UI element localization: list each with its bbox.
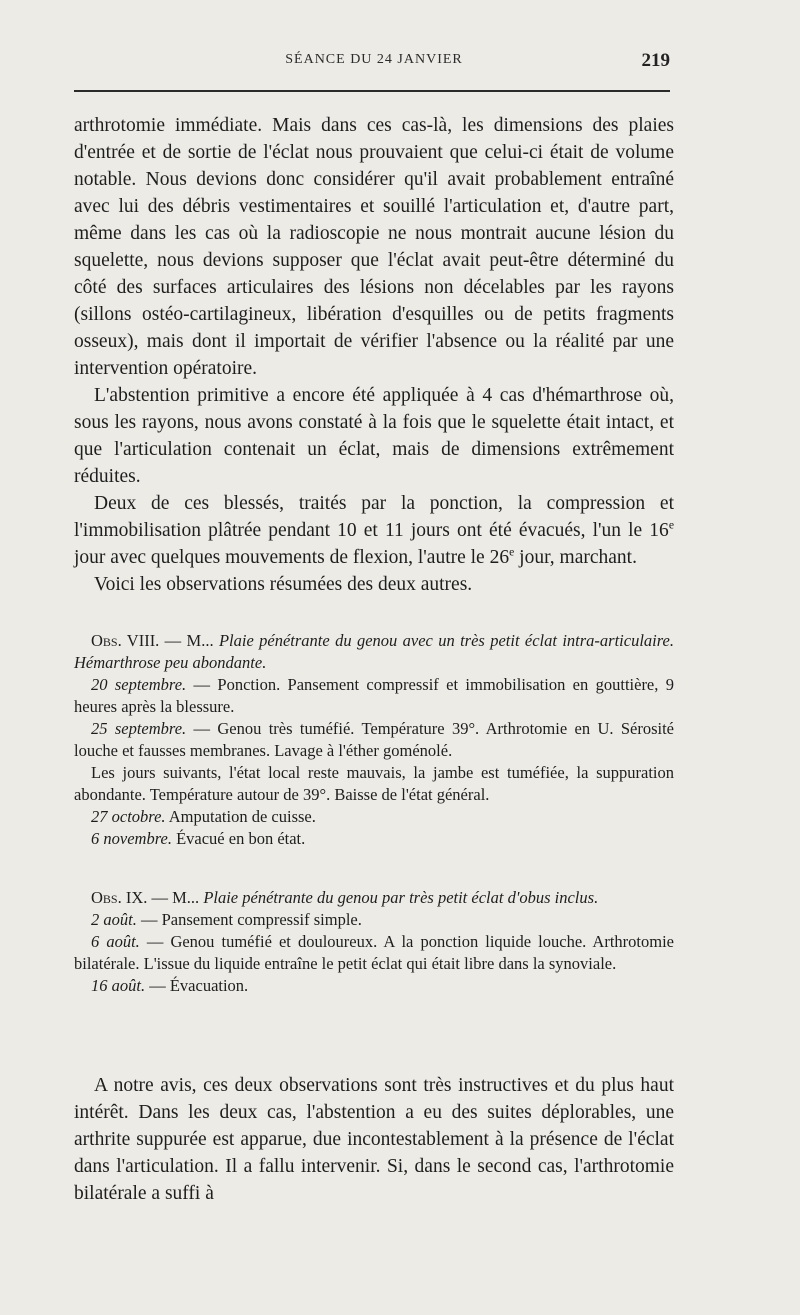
paragraph: L'abstention primitive a encore été appliquée à 4 cas d'hémarthrose où, sous les rayons, nous avons constaté à la fois que le squelette était intact, et que l'articulation contenait un éclat, mais de dimensions extrêmement réduites. <box>74 385 674 487</box>
observation-entry <box>74 931 674 975</box>
body-text <box>74 112 674 598</box>
entry-date: 25 septembre. <box>91 719 187 738</box>
header-rule <box>74 90 670 92</box>
entry-date: 16 août. <box>91 976 146 995</box>
observation-heading <box>74 630 674 674</box>
observation-label: Obs. VIII. <box>91 631 160 650</box>
observation-dash: — M... <box>147 888 204 907</box>
entry-text: — Genou très tuméfié. Température 39°. Arthrotomie en U. Sérosité louche et fausses membranes. Lavage à l'éther goménolé. <box>74 719 674 760</box>
entry-text: — Pansement compressif simple. <box>136 910 362 929</box>
observation-entry <box>74 975 674 997</box>
text-span: jour avec quelques mouvements de flexion, l'autre le 26 <box>74 547 510 568</box>
paragraph: arthrotomie immédiate. Mais dans ces cas-là, les dimensions des plaies d'entrée et de sortie de l'éclat nous prouvaient que celui-ci était de volume notable. Nous devions donc considérer qu'il avait probablement entraîné avec lui des débris vestimentaires et souillé l'articulation et, d'autre part, même dans les cas où la radioscopie ne nous montrait aucune lésion du squelette, nous devions supposer que l'éclat avait peut-être déterminé du côté des surfaces articulaires des lésions non décelables par les rayons (sillons ostéo-cartilagineux, libération d'esquilles ou de petits fragments osseux), mais dont il importait de vérifier l'absence ou la réalité par une intervention opératoire. <box>74 115 674 379</box>
entry-text: — Genou tuméfié et douloureux. A la ponction liquide louche. Arthrotomie bilatérale. L'issue du liquide entraîne le petit éclat qui était libre dans la synoviale. <box>74 932 674 973</box>
text-span: jour, marchant. <box>514 547 637 568</box>
entry-text: — Ponction. Pansement compressif et immobilisation en gouttière, 9 heures après la blessure. <box>74 675 674 716</box>
running-header <box>74 50 674 86</box>
observation-entry <box>74 909 674 931</box>
superscript: e <box>509 545 515 559</box>
text-span: Deux de ces blessés, traités par la ponction, la compression et l'immobilisation plâtrée pendant 10 et 11 jours ont été évacués, l'un le 16 <box>74 493 674 541</box>
observation-title: Plaie pénétrante du genou par très petit éclat d'obus inclus. <box>203 888 599 907</box>
entry-date: 6 août. <box>91 932 140 951</box>
observation-label: Obs. IX. <box>91 888 148 907</box>
observation-ix <box>74 887 674 997</box>
observation-heading <box>74 887 674 909</box>
page-number: 219 <box>641 50 670 71</box>
observation-entry <box>74 806 674 828</box>
entry-text: Évacué en bon état. <box>171 829 306 848</box>
observation-viii <box>74 630 674 850</box>
entry-date: 6 novembre. <box>91 829 172 848</box>
observation-title: Plaie pénétrante du genou avec un très petit éclat intra-articulaire. Hémarthrose peu abondante. <box>74 631 674 672</box>
header-title: SÉANCE DU 24 JANVIER <box>285 52 463 67</box>
paragraph <box>74 490 674 571</box>
document-page <box>74 50 674 1204</box>
closing-text <box>74 1072 674 1207</box>
entry-text: — Évacuation. <box>145 976 249 995</box>
observation-entry <box>74 718 674 762</box>
observation-dash: — M... <box>159 631 219 650</box>
entry-date: 2 août. <box>91 910 137 929</box>
entry-date: 27 octobre. <box>91 807 166 826</box>
observation-entry: Les jours suivants, l'état local reste mauvais, la jambe est tuméfiée, la suppuration abondante. Température autour de 39°. Baisse de l'état général. <box>74 763 674 804</box>
entry-date: 20 septembre. <box>91 675 187 694</box>
paragraph: A notre avis, ces deux observations sont très instructives et du plus haut intérêt. Dans les deux cas, l'abstention a eu des suites déplorables, une arthrite suppurée est apparue, due incontestablement à la présence de l'éclat dans l'articulation. Il a fallu intervenir. Si, dans le second cas, l'arthrotomie bilatérale a suffi à <box>74 1075 674 1204</box>
observation-entry <box>74 828 674 850</box>
superscript: e <box>668 518 674 532</box>
paragraph: Voici les observations résumées des deux autres. <box>94 574 473 595</box>
entry-text: Amputation de cuisse. <box>165 807 316 826</box>
observation-entry <box>74 674 674 718</box>
